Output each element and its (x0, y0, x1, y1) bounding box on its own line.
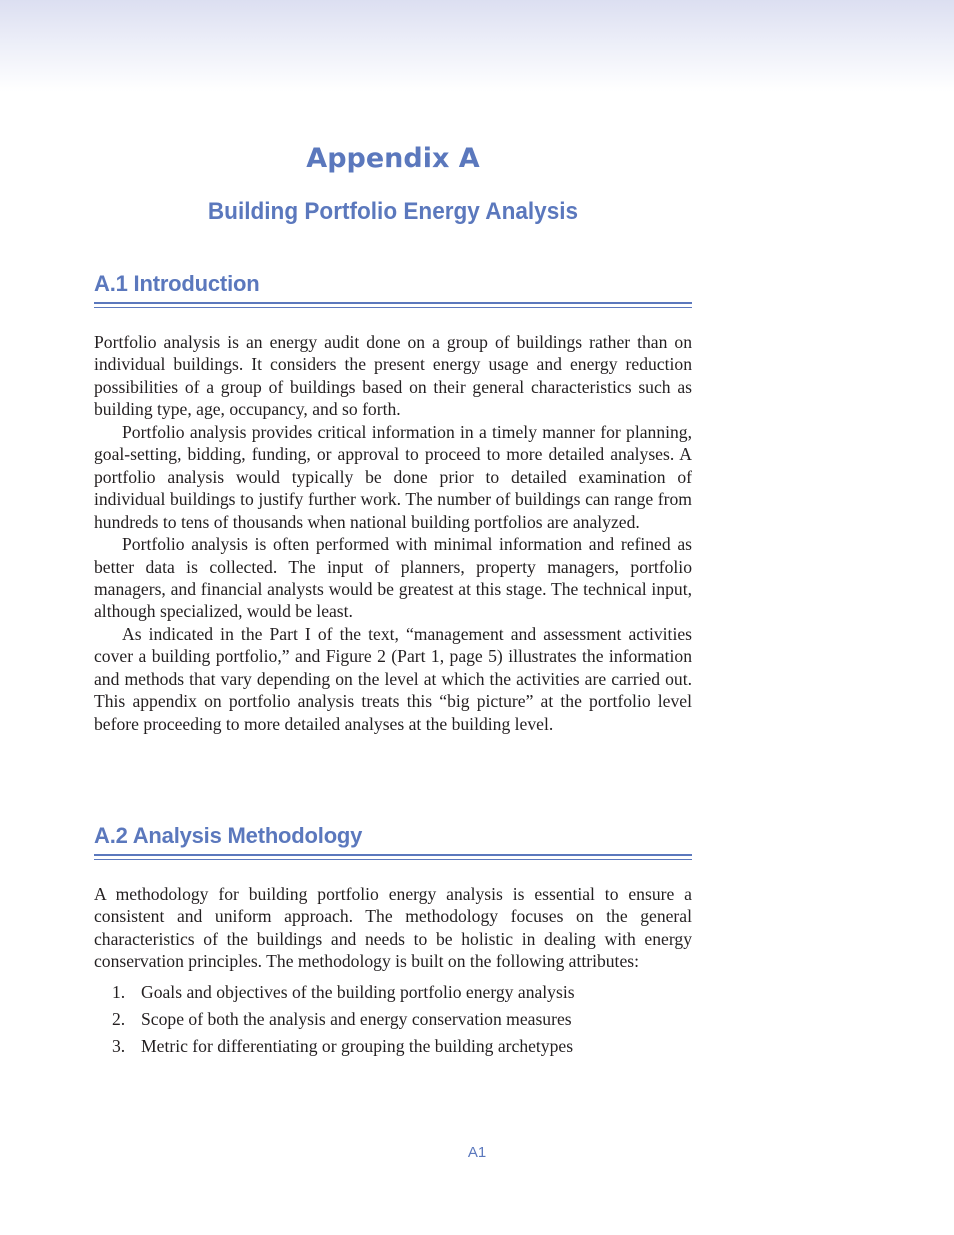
list-item-number: 2. (112, 1009, 126, 1029)
paragraph: Portfolio analysis is often performed with minimal information and refined as better data is collected. The input of planners, property managers, portfolio managers, and financial analysts would be greatest at this stage. The technical input, although specialized, would be least. (94, 534, 692, 622)
section-heading-introduction: A.1 Introduction (94, 271, 260, 296)
list-item-number: 3. (112, 1036, 126, 1056)
list-item (94, 1033, 692, 1060)
list-item-number: 1. (112, 982, 126, 1002)
paragraph: Portfolio analysis is an energy audit done on a group of buildings rather than on individual buildings. It considers the present energy usage and energy reduction possibilities of a group of buildings based on their general characteristics such as building type, age, occupancy, and so forth. (94, 332, 692, 420)
list-item-text: Metric for differentiating or grouping the building archetypes (141, 1036, 574, 1056)
attributes-list (94, 979, 692, 1060)
header-gradient-band (0, 0, 954, 92)
introduction-body (94, 331, 692, 735)
list-item (94, 979, 692, 1006)
methodology-body (94, 883, 692, 973)
section-heading-analysis-methodology: A.2 Analysis Methodology (94, 823, 363, 848)
section-rule (94, 302, 692, 308)
paragraph: As indicated in the Part I of the text, “management and assessment activities cover a building portfolio,” and Figure 2 (Part 1, page 5) illustrates the information and methods that vary depending on the level at which the activities are carried out. This appendix on portfolio analysis treats this “big picture” at the portfolio level before proceeding to more detailed analyses at the building level. (94, 623, 692, 734)
appendix-title: Appendix A (306, 143, 480, 174)
paragraph: A methodology for building portfolio energy analysis is essential to ensure a consistent and uniform approach. The methodology focuses on the general characteristics of the buildings and needs to be holistic in dealing with energy conservation principles. The methodology is built on the following attributes: (94, 884, 692, 972)
list-item-text: Scope of both the analysis and energy conservation measures (141, 1009, 572, 1029)
section-rule (94, 854, 692, 860)
appendix-subtitle: Building Portfolio Energy Analysis (207, 198, 579, 225)
paragraph: Portfolio analysis provides critical information in a timely manner for planning, goal-setting, bidding, funding, or approval to proceed to more detailed analyses. A portfolio analysis would typically be done prior to detailed examination of individual buildings to justify further work. The number of buildings can range from hundreds to tens of thousands when national building portfolios are analyzed. (94, 421, 692, 532)
list-item-text: Goals and objectives of the building portfolio energy analysis (141, 982, 575, 1002)
page-number: A1 (467, 1144, 487, 1161)
list-item (94, 1006, 692, 1033)
